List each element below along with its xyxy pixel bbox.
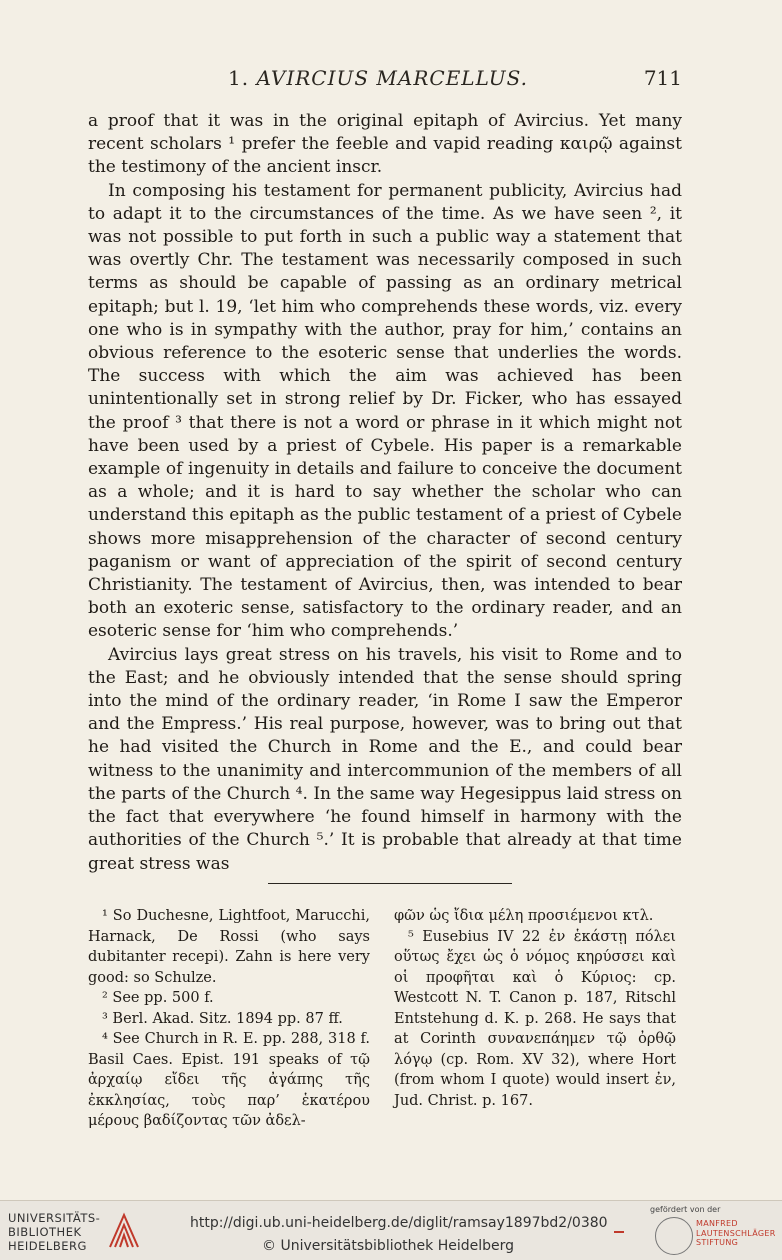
footnote: ⁴ See Church in R. E. pp. 288, 318 f. Basil Caes. Epist. 191 speaks of τῷ ἀρχαίῳ εἴδει τῆς ἀγάπης τῆς ἐκκλησίας, τοὺς παρ’ ἑκατέρου μέρους βαδίζοντας τῶν ἀδελ- — [88, 1031, 370, 1129]
footnote: ⁵ Eusebius IV 22 ἐν ἑκάστῃ πόλει οὕτως ἔχει ὡς ὁ νόμος κηρύσσει καὶ οἱ προφῆται καὶ ὁ Κύριος: cp. Westcott N. T. Canon p. 187, Ritschl Entstehung d. K. p. 268. He says that at Corinth συνανεπάημεν τῷ ὀρθῷ λόγῳ (cp. Rom. XV 32), where Hort (from whom I quote) would insert ἐν, Jud. Christ. p. 167. — [394, 928, 676, 1109]
sponsor-logo: MANFRED LAUTENSCHLÄGER STIFTUNG — [696, 1219, 776, 1247]
separator-mark — [614, 1231, 624, 1233]
digitization-footer — [0, 1200, 782, 1260]
permalink-url[interactable]: http://digi.ub.uni-heidelberg.de/diglit/ramsay1897bd2/0380 — [190, 1215, 608, 1231]
library-emblem-icon — [106, 1207, 142, 1253]
footnote: ¹ So Duchesne, Lightfoot, Marucchi, Harnack, De Rossi (who says dubitanter recepi). Zahn is here very good: so Schulze. — [88, 908, 370, 986]
paragraph: Avircius lays great stress on his travels, his visit to Rome and to the East; and he obviously intended that the sense should spring into the mind of the ordinary reader, ‘in Rome I saw the Emperor and the Empress.’ His real purpose, however, was to bring out that he had visited the Church in Rome and the E., and could bear witness to the unanimity and intercommunion of the members of all the parts of the Church ⁴. In the same way Hegesippus laid stress on the fact that everywhere ‘he found himself in harmony with the authorities of the Church ⁵.’ It is probable that already at that time great stress was — [88, 644, 682, 874]
sponsor-seal-icon — [655, 1217, 693, 1255]
footnote-divider — [268, 883, 512, 884]
page-number: 711 — [643, 66, 682, 90]
main-text — [88, 110, 682, 876]
copyright-notice: © Universitätsbibliothek Heidelberg — [262, 1238, 515, 1254]
paragraph: In composing his testament for permanent publicity, Avircius had to adapt it to the circumstances of the time. As we have seen ², it was not possible to put forth in such a public way a statement that was overtly Chr. The testament was necessarily composed in such terms as should be capable of passing as an ordinary metrical epitaph; but l. 19, ‘let him who comprehends these words, viz. every one who is in sympathy with the author, pray for him,’ contains an obvious reference to the esoteric sense that underlies the words. The success with which the aim was achieved has been unintentionally set in strong relief by Dr. Ficker, who has essayed the proof ³ that there is not a word or phrase in it which might not have been used by a priest of Cybele. His paper is a remarkable example of ingenuity in details and failure to conceive the document as a whole; and it is hard to say whether the scholar who can understand this epitaph as the public testament of a priest of Cybele shows more misapprehension of the character of second century paganism or want of appreciation of the spirit of second century Christianity. The testament of Avircius, then, was intended to bear both an exoteric sense, satisfactory to the ordinary reader, and an esoteric sense for ‘him who comprehends.’ — [88, 180, 682, 642]
footnote: ² See pp. 500 f. — [102, 990, 214, 1006]
footnotes-left-column — [88, 906, 370, 1132]
chapter-title: 1. AVIRCIUS MARCELLUS. — [228, 66, 528, 90]
footnote: φῶν ὡς ἴδια μέλη προσιέμενοι κτλ. — [394, 908, 654, 924]
footnote: ³ Berl. Akad. Sitz. 1894 pp. 87 ff. — [102, 1010, 343, 1027]
sponsor-label: gefördert von der — [650, 1205, 721, 1214]
footnotes-right-column — [394, 906, 676, 1111]
paragraph: a proof that it was in the original epitaph of Avircius. Yet many recent scholars ¹ prefer the feeble and vapid reading καιρῷ against the testimony of the ancient inscr. — [88, 111, 682, 178]
library-logo: UNIVERSITÄTS- BIBLIOTHEK HEIDELBERG — [8, 1211, 101, 1253]
